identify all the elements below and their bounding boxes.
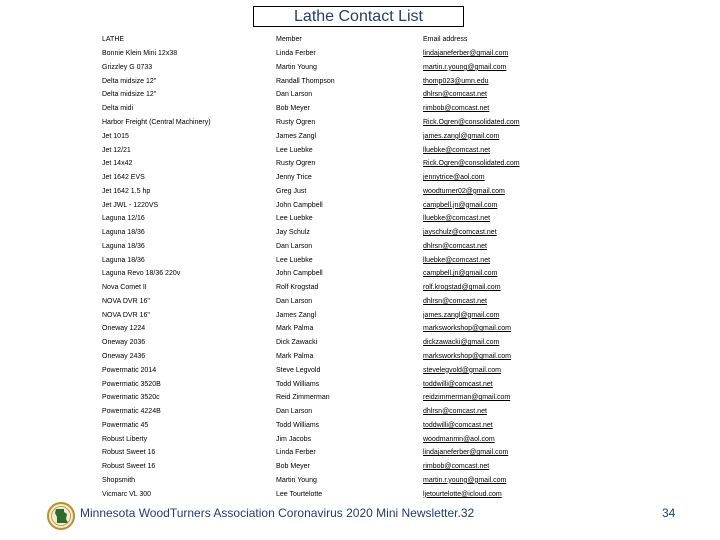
email-link[interactable]: lindajaneferber@gmail.com bbox=[423, 449, 509, 457]
cell-lathe: Nova Comet II bbox=[102, 284, 147, 292]
email-link[interactable]: rolf.krogstad@gmail.com bbox=[423, 284, 501, 292]
cell-member: Mark Palma bbox=[276, 352, 314, 360]
table-row bbox=[102, 226, 642, 240]
table-row bbox=[102, 157, 642, 171]
page-title: Lathe Contact List bbox=[253, 6, 464, 27]
table-row bbox=[102, 281, 642, 295]
cell-email bbox=[423, 281, 642, 295]
header-lathe: LATHE bbox=[102, 36, 125, 44]
cell-member: Jenny Trice bbox=[276, 174, 312, 182]
cell-lathe: Laguna 12/16 bbox=[102, 215, 145, 223]
table-row bbox=[102, 198, 642, 212]
header-member: Member bbox=[276, 36, 302, 44]
cell-lathe: Oneway 1224 bbox=[102, 325, 146, 333]
table-row bbox=[102, 336, 642, 350]
cell-lathe: Robust Liberty bbox=[102, 435, 148, 443]
cell-member: John Campbell bbox=[276, 201, 323, 209]
cell-member: Todd Williams bbox=[276, 421, 320, 429]
cell-lathe: Jet 1015 bbox=[102, 132, 129, 140]
cell-lathe: Jet 1642 EVS bbox=[102, 174, 145, 182]
cell-lathe: Delta midi bbox=[102, 105, 134, 113]
table-row bbox=[102, 460, 642, 474]
cell-lathe: Bonnie Klein Mini 12x38 bbox=[102, 50, 178, 58]
cell-email bbox=[423, 157, 642, 171]
lathe-contact-table bbox=[102, 33, 642, 501]
cell-member: Martin Young bbox=[276, 476, 317, 484]
cell-lathe: NOVA DVR 16" bbox=[102, 297, 150, 305]
cell-lathe: Jet 14x42 bbox=[102, 160, 133, 168]
email-link[interactable]: rimbob@comcast.net bbox=[423, 105, 490, 113]
table-row bbox=[102, 432, 642, 446]
cell-email bbox=[423, 47, 642, 61]
cell-email bbox=[423, 405, 642, 419]
email-link[interactable]: woodmanmn@aol.com bbox=[423, 435, 495, 443]
cell-member: James Zangl bbox=[276, 132, 317, 140]
cell-email bbox=[423, 143, 642, 157]
cell-member: Bob Meyer bbox=[276, 105, 310, 113]
cell-member: Lee Luebke bbox=[276, 215, 313, 223]
cell-email bbox=[423, 308, 642, 322]
cell-email bbox=[423, 171, 642, 185]
cell-member: Linda Ferber bbox=[276, 449, 316, 457]
header-email: Email address bbox=[423, 36, 468, 44]
cell-email bbox=[423, 74, 642, 88]
email-link[interactable]: james.zangl@gmail.com bbox=[423, 132, 500, 140]
table-row bbox=[102, 308, 642, 322]
email-link[interactable]: lluebke@comcast.net bbox=[423, 146, 491, 154]
cell-member: Jay Schulz bbox=[276, 229, 310, 237]
cell-email bbox=[423, 474, 642, 488]
cell-email bbox=[423, 267, 642, 281]
page-number: 34 bbox=[662, 506, 676, 520]
email-link[interactable]: Rick.Ogren@consolidated.com bbox=[423, 160, 520, 168]
email-link[interactable]: woodturner02@gmail.com bbox=[423, 187, 505, 195]
table-row bbox=[102, 446, 642, 460]
table-row bbox=[102, 184, 642, 198]
table-row bbox=[102, 47, 642, 61]
email-link[interactable]: martin.r.young@gmail.com bbox=[423, 476, 507, 484]
cell-lathe: Jet JWL - 1220VS bbox=[102, 201, 159, 209]
cell-member: Lee Luebke bbox=[276, 146, 313, 154]
cell-member: Todd Williams bbox=[276, 380, 320, 388]
cell-member: Dan Larson bbox=[276, 91, 313, 99]
cell-email bbox=[423, 322, 642, 336]
cell-email bbox=[423, 336, 642, 350]
email-link[interactable]: toddwilli@comcast.net bbox=[423, 421, 493, 429]
cell-email bbox=[423, 184, 642, 198]
table-row bbox=[102, 212, 642, 226]
email-link[interactable]: thomp023@umn.edu bbox=[423, 77, 489, 85]
cell-email bbox=[423, 446, 642, 460]
cell-email bbox=[423, 418, 642, 432]
cell-email bbox=[423, 88, 642, 102]
cell-email bbox=[423, 363, 642, 377]
cell-email bbox=[423, 226, 642, 240]
email-link[interactable]: lluebke@comcast.net bbox=[423, 256, 491, 264]
cell-email bbox=[423, 460, 642, 474]
email-link[interactable]: jennytrice@aol.com bbox=[423, 174, 485, 182]
cell-email bbox=[423, 198, 642, 212]
email-link[interactable]: Rick.Ogren@consolidated.com bbox=[423, 118, 520, 126]
cell-email bbox=[423, 295, 642, 309]
table-row bbox=[102, 391, 642, 405]
cell-member: Randall Thompson bbox=[276, 77, 335, 85]
cell-lathe: Delta midsize 12" bbox=[102, 77, 157, 85]
cell-member: Greg Just bbox=[276, 187, 307, 195]
table-row bbox=[102, 418, 642, 432]
cell-email bbox=[423, 350, 642, 364]
cell-lathe: Grizzley G 0733 bbox=[102, 63, 153, 71]
cell-lathe: Robust Sweet 16 bbox=[102, 449, 156, 457]
cell-lathe: NOVA DVR 16" bbox=[102, 311, 150, 319]
cell-lathe: Laguna 18/36 bbox=[102, 242, 145, 250]
table-row bbox=[102, 253, 642, 267]
cell-member: Dan Larson bbox=[276, 408, 313, 416]
table-row bbox=[102, 74, 642, 88]
email-link[interactable]: marksworkshop@gmail.com bbox=[423, 352, 512, 360]
cell-lathe: Jet 12/21 bbox=[102, 146, 131, 154]
email-link[interactable]: campbell.jn@gmail.com bbox=[423, 201, 498, 209]
cell-member: Martin Young bbox=[276, 63, 317, 71]
cell-email bbox=[423, 432, 642, 446]
cell-lathe: Powermatic 45 bbox=[102, 421, 149, 429]
cell-lathe: Delta midsize 12" bbox=[102, 91, 157, 99]
cell-lathe: Powermatic 3520c bbox=[102, 394, 160, 402]
cell-lathe: Shopsmith bbox=[102, 476, 136, 484]
email-link[interactable]: martin.r.young@gmail.com bbox=[423, 63, 507, 71]
cell-lathe: Laguna 18/36 bbox=[102, 256, 145, 264]
table-row bbox=[102, 474, 642, 488]
table-row bbox=[102, 88, 642, 102]
cell-member: Mark Palma bbox=[276, 325, 314, 333]
email-link[interactable]: marksworkshop@gmail.com bbox=[423, 325, 512, 333]
cell-lathe: Jet 1642 1.5 hp bbox=[102, 187, 151, 195]
table-row bbox=[102, 322, 642, 336]
cell-email bbox=[423, 253, 642, 267]
cell-lathe: Powermatic 3520B bbox=[102, 380, 161, 388]
table-row bbox=[102, 363, 642, 377]
cell-member: Lee Tourtelotte bbox=[276, 490, 323, 498]
cell-member: Dick Zawacki bbox=[276, 339, 318, 347]
table-row bbox=[102, 143, 642, 157]
table-row bbox=[102, 116, 642, 130]
email-link[interactable]: lluebke@comcast.net bbox=[423, 215, 491, 223]
cell-member: John Campbell bbox=[276, 270, 323, 278]
email-link[interactable]: ljetourtelotte@icloud.com bbox=[423, 490, 502, 498]
cell-lathe: Laguna Revo 18/36 220v bbox=[102, 270, 181, 278]
email-link[interactable]: dhlrsn@comcast.net bbox=[423, 297, 487, 305]
cell-member: Rusty Ogren bbox=[276, 160, 316, 168]
cell-member: Jim Jacobs bbox=[276, 435, 312, 443]
cell-lathe: Powermatic 2014 bbox=[102, 366, 157, 374]
cell-member: James Zangl bbox=[276, 311, 317, 319]
cell-lathe: Oneway 2436 bbox=[102, 352, 146, 360]
table-row bbox=[102, 61, 642, 75]
email-link[interactable]: rimbob@comcast.net bbox=[423, 463, 490, 471]
table-row bbox=[102, 171, 642, 185]
footer bbox=[0, 498, 720, 534]
table-header-row bbox=[102, 33, 642, 47]
mwa-logo-icon bbox=[47, 502, 75, 530]
cell-member: Bob Meyer bbox=[276, 463, 310, 471]
table-row bbox=[102, 239, 642, 253]
cell-member: Dan Larson bbox=[276, 297, 313, 305]
cell-member: Linda Ferber bbox=[276, 50, 316, 58]
cell-email bbox=[423, 102, 642, 116]
email-link[interactable]: dhlrsn@comcast.net bbox=[423, 408, 487, 416]
footer-newsletter-text: Minnesota WoodTurners Association Coronavirus 2020 Mini Newsletter.32 bbox=[80, 506, 475, 520]
cell-member: Dan Larson bbox=[276, 242, 313, 250]
table-row bbox=[102, 295, 642, 309]
cell-lathe: Robust Sweet 16 bbox=[102, 463, 156, 471]
email-link[interactable]: campbell.jn@gmail.com bbox=[423, 270, 498, 278]
email-link[interactable]: jayschulz@comcast.net bbox=[423, 229, 497, 237]
cell-email bbox=[423, 61, 642, 75]
table-row bbox=[102, 350, 642, 364]
cell-member: Rolf Krogstad bbox=[276, 284, 319, 292]
cell-email bbox=[423, 129, 642, 143]
email-link[interactable]: toddwilli@comcast.net bbox=[423, 380, 493, 388]
table-row bbox=[102, 377, 642, 391]
cell-lathe: Harbor Freight (Central Machinery) bbox=[102, 118, 211, 126]
cell-lathe: Vicmarc VL 300 bbox=[102, 490, 152, 498]
cell-member: Steve Legvold bbox=[276, 366, 321, 374]
cell-email bbox=[423, 239, 642, 253]
cell-lathe: Powermatic 4224B bbox=[102, 408, 161, 416]
cell-email bbox=[423, 391, 642, 405]
email-link[interactable]: dhlrsn@comcast.net bbox=[423, 91, 487, 99]
cell-member: Reid Zimmerman bbox=[276, 394, 330, 402]
cell-member: Rusty Ogren bbox=[276, 118, 316, 126]
cell-email bbox=[423, 116, 642, 130]
email-link[interactable]: reidzimmerman@gmail.com bbox=[423, 394, 511, 402]
cell-member: Lee Luebke bbox=[276, 256, 313, 264]
email-link[interactable]: dickzawacki@gmail.com bbox=[423, 339, 500, 347]
email-link[interactable]: dhlrsn@comcast.net bbox=[423, 242, 487, 250]
cell-lathe: Oneway 2036 bbox=[102, 339, 146, 347]
table-row bbox=[102, 405, 642, 419]
email-link[interactable]: stevelegvold@gmail.com bbox=[423, 366, 501, 374]
email-link[interactable]: lindajaneferber@gmail.com bbox=[423, 50, 509, 58]
cell-lathe: Laguna 18/36 bbox=[102, 229, 145, 237]
table-row bbox=[102, 102, 642, 116]
table-row bbox=[102, 129, 642, 143]
cell-email bbox=[423, 377, 642, 391]
cell-email bbox=[423, 212, 642, 226]
email-link[interactable]: james.zangl@gmail.com bbox=[423, 311, 500, 319]
table-row bbox=[102, 267, 642, 281]
